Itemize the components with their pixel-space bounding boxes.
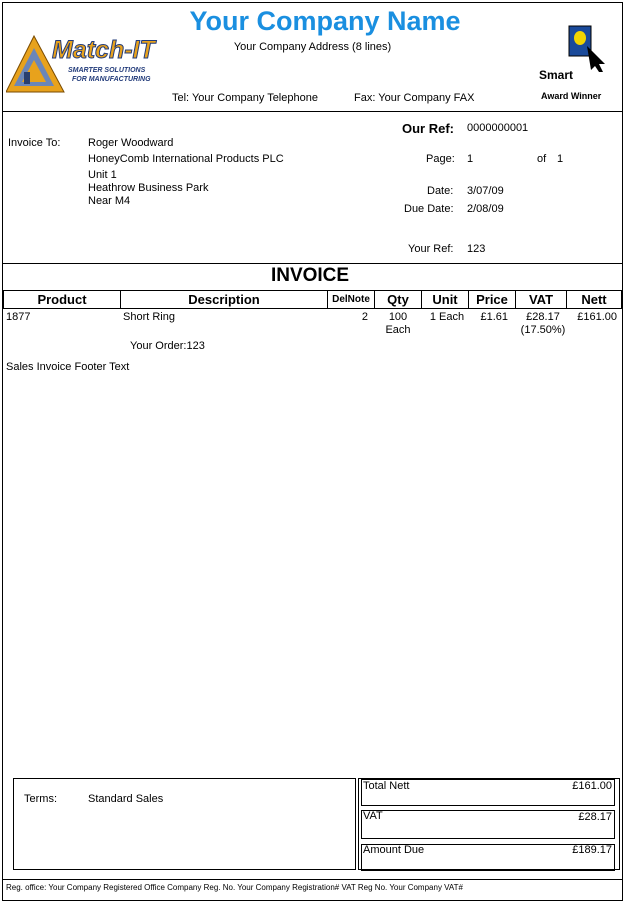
company-name: Your Company Name (189, 6, 461, 36)
company-fax: Fax: Your Company FAX (354, 92, 475, 104)
amount-due-value: £189.17 (572, 844, 612, 856)
customer-address-line: HoneyComb International Products PLC (88, 153, 284, 165)
customer-address-line: Near M4 (88, 195, 131, 207)
terms-value: Standard Sales (88, 793, 164, 805)
item-unit: 1 Each (429, 311, 465, 323)
total-nett-value: £161.00 (572, 780, 612, 792)
customer-address-line: Heathrow Business Park (88, 182, 209, 194)
invoice-to-label: Invoice To: (8, 137, 61, 149)
column-header-product: Product (4, 291, 121, 309)
customer-name: Roger Woodward (88, 137, 174, 149)
due-date: 2/08/09 (467, 203, 504, 215)
invoice-title: INVOICE (270, 265, 350, 286)
column-header-description: Description (121, 291, 328, 309)
item-product: 1877 (6, 311, 31, 323)
page-number: 1 (467, 153, 474, 165)
your-order: Your Order:123 (130, 340, 205, 352)
your-ref-label: Your Ref: (408, 243, 454, 255)
customer-address-line: Unit 1 (88, 169, 117, 181)
total-nett-label: Total Nett (363, 780, 410, 792)
item-qty: 100 (388, 311, 408, 323)
item-nett: £161.00 (577, 311, 617, 323)
page-total: 1 (557, 153, 564, 165)
item-vat-rate: (17.50%) (520, 324, 566, 336)
company-address: Your Company Address (8 lines) (233, 41, 392, 53)
company-telephone: Tel: Your Company Telephone (172, 92, 318, 104)
our-ref-label: Our Ref: (402, 121, 454, 136)
logo-tagline-1: SMARTER SOLUTIONS (68, 67, 146, 74)
page-of-label: of (537, 153, 547, 165)
column-header-unit: Unit (422, 291, 469, 309)
item-qty-unit: Each (385, 324, 411, 336)
award-caption: Award Winner (541, 91, 602, 101)
registration-text: Reg. office: Your Company Registered Office Company Reg. No. Your Company Registration# VAT Reg No. Your Company VAT# (6, 883, 463, 892)
award-logo (535, 24, 615, 104)
terms-label: Terms: (24, 793, 57, 805)
amount-due-label: Amount Due (363, 844, 425, 856)
footer-text: Sales Invoice Footer Text (6, 361, 130, 373)
invoice-date: 3/07/09 (467, 185, 504, 197)
logo-title: Match-IT (52, 36, 155, 64)
vat-total-label: VAT (363, 810, 383, 822)
page-label: Page: (426, 153, 455, 165)
terms-box (13, 778, 356, 870)
column-header-vat: VAT (516, 291, 567, 309)
line-items-table (3, 290, 622, 309)
item-delnote: 2 (361, 311, 368, 323)
column-header-delnote: DelNote (328, 291, 375, 309)
award-icon (565, 24, 615, 72)
item-price: £1.61 (480, 311, 508, 323)
due-date-label: Due Date: (404, 203, 454, 215)
item-vat: £28.17 (526, 311, 560, 323)
footer-divider (2, 879, 622, 880)
column-header-nett: Nett (567, 291, 622, 309)
refs-divider (2, 263, 622, 264)
item-description: Short Ring (123, 311, 175, 323)
column-header-price: Price (469, 291, 516, 309)
our-ref-value: 0000000001 (467, 122, 529, 134)
your-ref-value: 123 (467, 243, 486, 255)
table-header-row (4, 291, 622, 309)
header-divider (2, 111, 622, 112)
column-header-qty: Qty (375, 291, 422, 309)
vat-total-value: £28.17 (578, 811, 612, 823)
award-brand: Smart (539, 68, 574, 82)
match-it-logo (6, 34, 168, 94)
logo-tagline-2: FOR MANUFACTURING (72, 76, 151, 83)
date-label: Date: (427, 185, 454, 197)
